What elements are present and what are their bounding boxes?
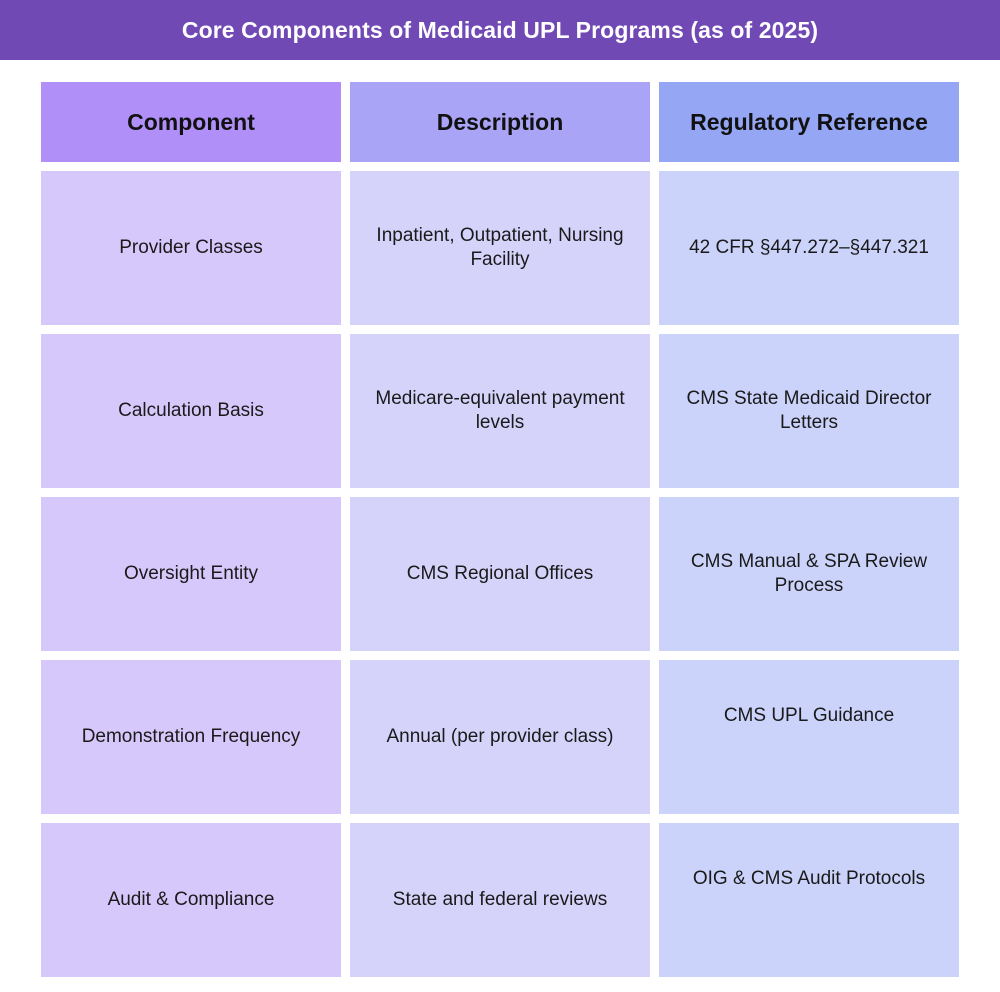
header-description: Description <box>350 82 650 162</box>
table-cell-description: Inpatient, Outpatient, Nursing Facility <box>350 171 650 325</box>
table-cell-component: Provider Classes <box>41 171 341 325</box>
table-cell-component: Audit & Compliance <box>41 823 341 977</box>
title-bar <box>0 0 1000 60</box>
table-cell-description: State and federal reviews <box>350 823 650 977</box>
table-cell-component: Demonstration Frequency <box>41 660 341 814</box>
table-cell-component: Oversight Entity <box>41 497 341 651</box>
table-cell-description: CMS Regional Offices <box>350 497 650 651</box>
table-cell-reference: CMS Manual & SPA Review Process <box>659 497 959 651</box>
table-cell-reference: CMS State Medicaid Director Letters <box>659 334 959 488</box>
table-cell-reference: OIG & CMS Audit Protocols <box>659 823 959 977</box>
table-cell-description: Medicare-equivalent payment levels <box>350 334 650 488</box>
header-regulatory-reference: Regulatory Reference <box>659 82 959 162</box>
table-cell-reference: 42 CFR §447.272–§447.321 <box>659 171 959 325</box>
components-table <box>41 82 959 977</box>
header-component: Component <box>41 82 341 162</box>
table-cell-reference: CMS UPL Guidance <box>659 660 959 814</box>
table-cell-description: Annual (per provider class) <box>350 660 650 814</box>
page-title: Core Components of Medicaid UPL Programs (as of 2025) <box>181 16 819 43</box>
table-cell-component: Calculation Basis <box>41 334 341 488</box>
